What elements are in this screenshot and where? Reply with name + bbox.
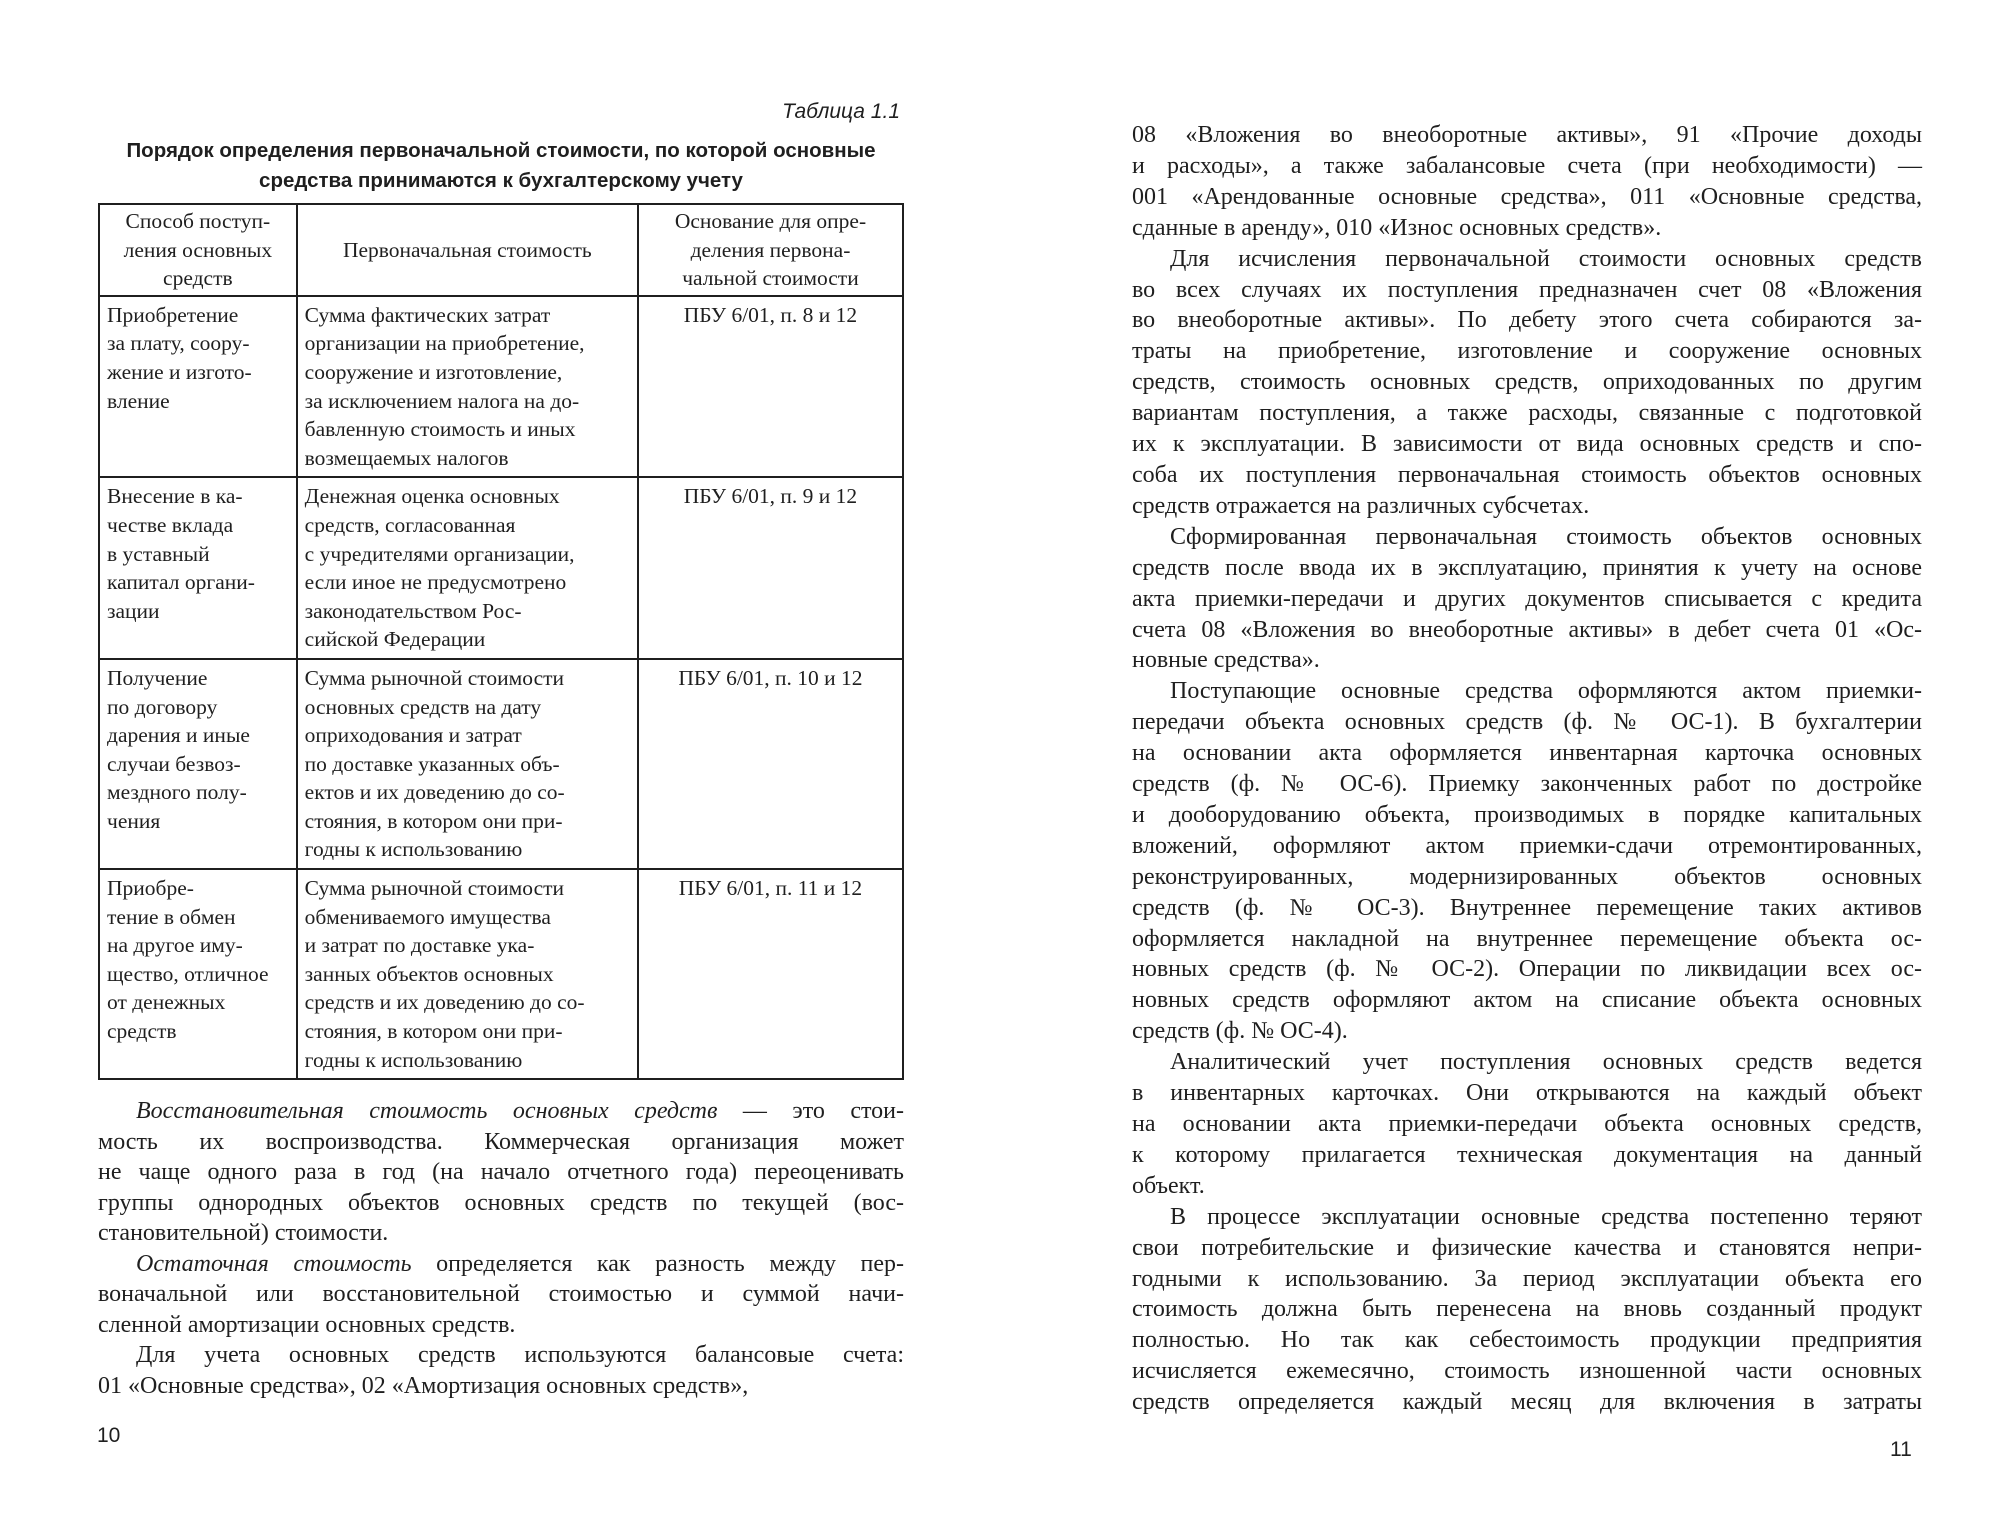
line-text: мость их воспроизводства. Коммерческая организация может <box>98 1128 904 1155</box>
paragraph <box>1132 522 1922 677</box>
cell-line: от денежных <box>107 990 226 1015</box>
text-line: реконструированных, модернизированных объектов основных <box>1132 863 1922 890</box>
cell-line: в уставный <box>107 541 210 566</box>
table-row <box>99 296 903 478</box>
cell-line: организации на приобретение, <box>304 331 585 356</box>
cell-method <box>99 296 297 478</box>
header-line: ления основных <box>123 237 273 262</box>
cell-line: Денежная оценка основных <box>304 484 560 509</box>
line-text: сленной амортизации основных средств. <box>98 1311 516 1338</box>
cell-line: Сумма рыночной стоимости <box>304 665 565 690</box>
italic-term: Восстановительная стоимость основных средств <box>136 1098 718 1124</box>
text-line <box>98 1249 904 1280</box>
cell-line: средств <box>107 1019 177 1044</box>
cell-line: стояния, в котором они при- <box>304 1019 563 1044</box>
paragraph <box>98 1249 904 1341</box>
text-line: на основании акта приемки-передачи объекта основных средств, <box>1132 1111 1922 1137</box>
cell-method <box>99 477 297 659</box>
paragraph <box>98 1096 904 1249</box>
cell-line: занных объектов основных <box>304 961 554 986</box>
cell-method <box>99 659 297 869</box>
header-line: средств <box>163 266 233 291</box>
text-line: передачи объекта основных средств (ф. № ОС-1). В бухгалтерии <box>1132 709 1922 736</box>
paragraph <box>1132 1202 1922 1418</box>
paragraph <box>1132 1047 1922 1202</box>
cell-line: по доставке указанных объ- <box>304 751 560 776</box>
cell-line: Сумма рыночной стоимости <box>304 876 565 901</box>
text-line: новных средств (ф. № ОС-2). Операции по ликвидации всех ос- <box>1132 956 1922 983</box>
text-line: и дооборудованию объекта, производимых в порядке капитальных <box>1132 801 1922 828</box>
text-line <box>98 1188 904 1219</box>
cell-line: Внесение в ка- <box>107 484 243 509</box>
cell-basis: ПБУ 6/01, п. 10 и 12 <box>638 659 903 869</box>
table-row <box>99 869 903 1079</box>
table-title-line: Порядок определения первоначальной стоимости, по которой основные <box>126 139 876 162</box>
cell-line: случаи безвоз- <box>107 751 241 776</box>
cell-cost <box>297 869 638 1079</box>
cell-line: на другое иму- <box>107 933 243 958</box>
right-page <box>1000 0 2000 1527</box>
cell-line: Сумма фактических затрат <box>304 302 551 327</box>
table-title-line: средства принимаются к бухгалтерскому учету <box>259 169 743 192</box>
cell-line: капитал органи- <box>107 570 255 595</box>
text-line: средств (ф. № ОС-6). Приемку законченных работ по достройке <box>1132 771 1922 798</box>
cell-line: сийской Федерации <box>304 627 486 652</box>
text-line: 001 «Арендованные основные средства», 011 «Основные средства, <box>1132 183 1922 210</box>
right-body-text <box>1132 120 1922 1418</box>
cell-line: тение в обмен <box>107 904 236 929</box>
text-line: Поступающие основные средства оформляются актом приемки- <box>1170 678 1922 705</box>
cell-line: по договору <box>107 694 218 719</box>
paragraph <box>1132 244 1922 522</box>
cell-method <box>99 869 297 1079</box>
paragraph <box>1132 120 1922 244</box>
cell-line: возмещаемых налогов <box>304 445 509 470</box>
text-line: 08 «Вложения во внеоборотные активы», 91 «Прочие доходы <box>1132 122 1922 148</box>
text-line: вариантам поступления, а также расходы, связанные с подготовкой <box>1132 400 1922 427</box>
text-line: траты на приобретение, изготовление и сооружение основных <box>1132 338 1922 365</box>
text-line: объект. <box>1132 1172 1205 1199</box>
cell-line: Приобре- <box>107 876 194 901</box>
text-line <box>98 1279 904 1310</box>
text-line: полностью. Но так как себестоимость продукции предприятия <box>1132 1327 1922 1354</box>
cell-cost <box>297 296 638 478</box>
text-line: новных средств оформляют актом на списание объекта основных <box>1132 987 1922 1014</box>
page-number: 10 <box>97 1424 121 1447</box>
text-line: стоимость должна быть перенесена на вновь созданный продукт <box>1132 1296 1922 1323</box>
line-text: воначальной или восстановительной стоимостью и суммой начи- <box>98 1281 904 1307</box>
text-line: сданные в аренду», 010 «Износ основных средств». <box>1132 214 1662 241</box>
header-method <box>99 204 297 296</box>
cell-line: мездного полу- <box>107 780 247 805</box>
italic-term: Остаточная стоимость <box>136 1250 412 1277</box>
line-text: группы однородных объектов основных средств по текущей (вос- <box>98 1189 904 1216</box>
cell-line: щество, отличное <box>107 961 269 986</box>
cell-line: если иное не предусмотрено <box>304 570 567 595</box>
cell-line: с учредителями организации, <box>304 541 575 566</box>
text-line: соба их поступления первоначальная стоимость объектов основных <box>1132 461 1922 488</box>
cell-line: Приобретение <box>107 302 239 327</box>
header-line: деления первона- <box>690 237 851 262</box>
line-text: 01 «Основные средства», 02 «Амортизация основных средств», <box>98 1372 749 1399</box>
text-line: на основании акта оформляется инвентарная карточка основных <box>1132 740 1922 767</box>
header-line: Способ поступ- <box>125 209 271 233</box>
header-line: Основание для опре- <box>674 209 867 233</box>
text-line: средств отражается на различных субсчетах. <box>1132 492 1590 519</box>
cell-line: годны к использованию <box>304 837 523 862</box>
cell-line: вление <box>107 388 170 413</box>
text-line: оформляется накладной на внутреннее перемещение объекта ос- <box>1132 925 1922 952</box>
cell-basis: ПБУ 6/01, п. 9 и 12 <box>638 477 903 659</box>
header-line: Первоначальная стоимость <box>342 237 592 262</box>
text-line: и расходы», а также забалансовые счета (при необходимости) — <box>1132 152 1922 179</box>
cell-line: дарения и иные <box>107 723 250 748</box>
cell-line: законодательством Рос- <box>304 598 522 623</box>
line-text: становительной) стоимости. <box>98 1220 389 1246</box>
cell-basis: ПБУ 6/01, п. 11 и 12 <box>638 869 903 1079</box>
text-line <box>98 1340 904 1371</box>
cell-line: и затрат по доставке ука- <box>304 933 535 958</box>
table-number: Таблица 1.1 <box>782 100 900 123</box>
cell-line: обмениваемого имущества <box>304 904 551 929</box>
cell-line: за плату, соору- <box>107 331 250 356</box>
text-line: свои потребительские и физические качества и становятся непри- <box>1132 1234 1922 1261</box>
text-line: годными к использованию. За период эксплуатации объекта его <box>1132 1265 1922 1292</box>
text-line: во всех случаях их поступления предназначен счет 08 «Вложения <box>1132 276 1922 303</box>
text-line <box>98 1310 904 1341</box>
text-line: во внеоборотные активы». По дебету этого счета собираются за- <box>1132 307 1922 334</box>
cell-line: ектов и их доведению до со- <box>304 780 565 805</box>
cell-line: чения <box>107 808 161 833</box>
text-line <box>98 1157 904 1188</box>
text-line: средств (ф. № ОС-3). Внутреннее перемещение таких активов <box>1132 894 1922 921</box>
text-line: новные средства». <box>1132 647 1320 674</box>
text-line: В процессе эксплуатации основные средства постепенно теряют <box>1170 1203 1922 1230</box>
cell-line: жение и изгото- <box>107 359 252 384</box>
text-line: к которому прилагается техническая документация на данный <box>1132 1141 1922 1168</box>
line-text: определяется как разность между пер- <box>411 1250 904 1277</box>
table-title <box>98 136 904 196</box>
text-line <box>98 1371 904 1402</box>
page-number: 11 <box>1890 1438 1912 1461</box>
cell-line: годны к использованию <box>304 1047 523 1072</box>
cell-line: средств, согласованная <box>304 512 516 537</box>
header-basis <box>638 204 903 296</box>
text-line: средств после ввода их в эксплуатацию, принятия к учету на основе <box>1132 554 1922 581</box>
cell-line: честве вклада <box>107 512 234 537</box>
text-line: Сформированная первоначальная стоимость объектов основных <box>1170 523 1922 550</box>
cell-line: сооружение и изготовление, <box>304 359 563 384</box>
table-body <box>99 296 903 1079</box>
text-line: в инвентарных карточках. Они открываются на каждый объект <box>1132 1080 1922 1107</box>
cell-line: бавленную стоимость и иных <box>304 417 576 442</box>
line-text: Для учета основных средств используются балансовые счета: <box>136 1342 904 1368</box>
line-text: — это стои- <box>717 1098 904 1124</box>
cost-table <box>98 203 904 1080</box>
header-line: чальной стоимости <box>682 266 859 291</box>
cell-line: основных средств на дату <box>304 694 542 719</box>
left-body-text <box>98 1096 904 1401</box>
cell-line: зации <box>107 598 160 623</box>
text-line: Аналитический учет поступления основных средств ведется <box>1170 1049 1922 1076</box>
line-text: не чаще одного раза в год (на начало отчетного года) переоценивать <box>98 1159 904 1185</box>
cell-cost <box>297 659 638 869</box>
cell-cost <box>297 477 638 659</box>
text-line: средств (ф. № ОС-4). <box>1132 1018 1348 1045</box>
cell-line: средств и их доведению до со- <box>304 990 585 1015</box>
text-line: средств, стоимость основных средств, оприходованных по другим <box>1132 369 1922 396</box>
text-line: счета 08 «Вложения во внеоборотные активы» в дебет счета 01 «Ос- <box>1132 616 1922 643</box>
header-cost <box>297 204 638 296</box>
cell-line: Получение <box>107 665 208 690</box>
text-line <box>98 1127 904 1158</box>
text-line: вложений, оформляют актом приемки-сдачи отремонтированных, <box>1132 832 1922 859</box>
cell-line: стояния, в котором они при- <box>304 808 563 833</box>
text-line: их к эксплуатации. В зависимости от вида основных средств и спо- <box>1132 431 1922 458</box>
text-line: исчисляется ежемесячно, стоимость изношенной части основных <box>1132 1358 1922 1385</box>
cell-basis: ПБУ 6/01, п. 8 и 12 <box>638 296 903 478</box>
text-line: средств определяется каждый месяц для включения в затраты <box>1132 1389 1922 1416</box>
paragraph <box>98 1340 904 1401</box>
paragraph <box>1132 676 1922 1047</box>
table-header-row <box>99 204 903 296</box>
text-line <box>98 1218 904 1249</box>
text-line: акта приемки-передачи и других документов списывается с кредита <box>1132 585 1922 612</box>
text-line <box>98 1096 904 1127</box>
table-row <box>99 659 903 869</box>
table-row <box>99 477 903 659</box>
cell-line: за исключением налога на до- <box>304 388 580 413</box>
cell-line: оприходования и затрат <box>304 723 522 748</box>
text-line: Для исчисления первоначальной стоимости основных средств <box>1170 245 1922 272</box>
